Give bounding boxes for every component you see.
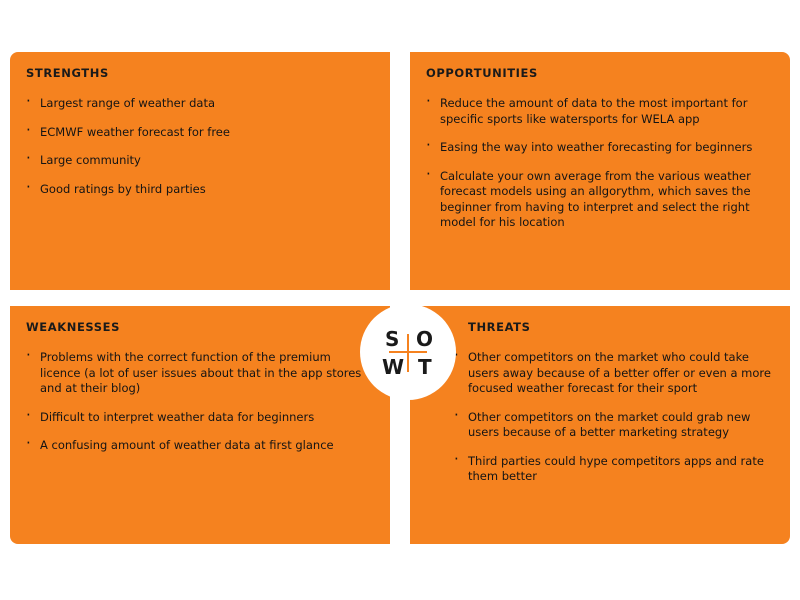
list-item: · Difficult to interpret weather data for beginners [26,410,374,426]
quadrant-title-threats: THREATS [468,320,531,334]
list-item: · Large community [26,153,374,169]
threats-list [454,350,774,485]
weaknesses-list [26,350,374,454]
badge-letter-s: S [385,327,400,351]
swot-letters [360,304,456,400]
list-item: · Easing the way into weather forecasting for beginners [426,140,774,156]
opportunities-list [426,96,774,231]
quadrant-title-strengths: STRENGTHS [26,66,109,80]
list-item: · Other competitors on the market who could take users away because of a better offer or even a more focused weather forecast for their sport [454,350,774,397]
quadrant-title-weaknesses: WEAKNESSES [26,320,121,334]
list-item: · Largest range of weather data [26,96,374,112]
quadrant-strengths [10,52,390,290]
swot-matrix [10,52,790,544]
list-item: · Problems with the correct function of the premium licence (a lot of user issues about that in the app stores and at their blog) [26,350,374,397]
list-item: · Other competitors on the market could grab new users because of a better marketing strategy [454,410,774,441]
list-item: · Calculate your own average from the various weather forecast models using an allgorythm, which saves the beginner from having to interpret and select the right model for his location [426,169,774,231]
list-item: · A confusing amount of weather data at first glance [26,438,374,454]
list-item: · Good ratings by third parties [26,182,374,198]
badge-letter-t: T [418,355,432,379]
badge-letter-o: O [416,327,434,351]
swot-center-badge [360,304,456,400]
quadrant-opportunities [410,52,790,290]
list-item: · Reduce the amount of data to the most important for specific sports like watersports for WELA app [426,96,774,127]
badge-letter-w: W [382,355,405,379]
quadrant-title-opportunities: OPPORTUNITIES [426,66,538,80]
strengths-list [26,96,374,197]
list-item: · ECMWF weather forecast for free [26,125,374,141]
quadrant-weaknesses [10,306,390,544]
quadrant-threats [410,306,790,544]
list-item: · Third parties could hype competitors apps and rate them better [454,454,774,485]
